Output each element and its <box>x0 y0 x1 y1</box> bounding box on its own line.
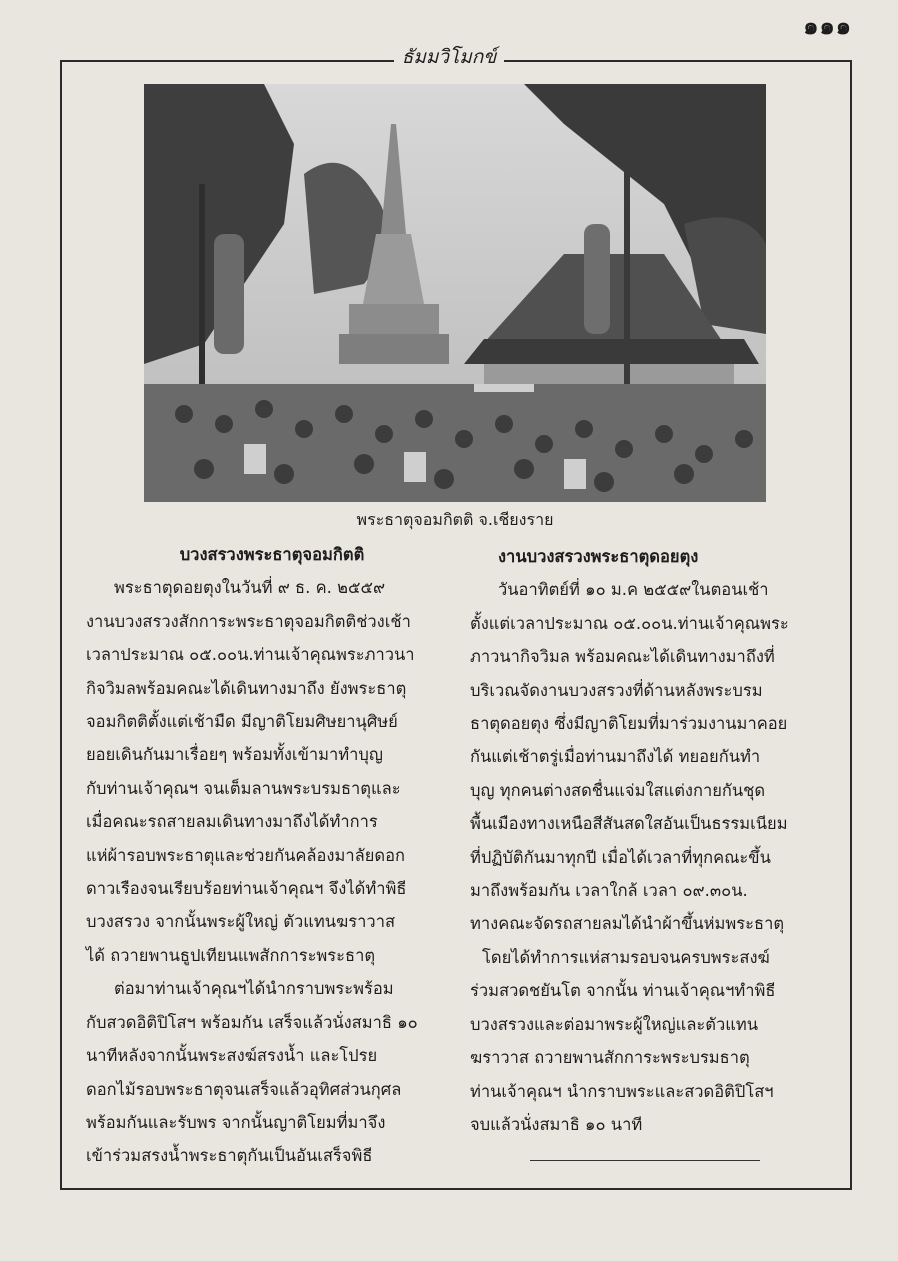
left-line: กับสวดอิติปิโสฯ พร้อมกัน เสร็จแล้วนั่งสมาธิ ๑๐ <box>86 1012 418 1032</box>
running-header <box>0 42 898 72</box>
right-line: ร่วมสวดชยันโต จากนั้น ท่านเจ้าคุณฯทำพิธี <box>470 981 776 1001</box>
right-line: พื้นเมืองทางเหนือสีสันสดใสอันเป็นธรรมเนียม <box>470 814 788 834</box>
left-line: กับท่านเจ้าคุณฯ จนเต็มลานพระบรมธาตุและ <box>86 778 401 798</box>
right-column <box>470 538 842 1141</box>
left-column <box>86 538 458 1173</box>
left-heading: บวงสรวงพระธาตุจอมกิตติ <box>179 545 365 564</box>
right-line: จบแล้วนั่งสมาธิ ๑๐ นาที <box>470 1114 643 1134</box>
left-line: เวลาประมาณ ๐๕.๐๐น.ท่านเจ้าคุณพระภาวนา <box>86 645 415 665</box>
photo-stupa-ceremony <box>144 84 766 502</box>
left-line: จอมกิตติตั้งแต่เช้ามืด มีญาติโยมศิษยานุศิษย์ <box>86 712 398 732</box>
photo-caption: พระธาตุจอมกิตติ จ.เชียงราย <box>356 510 554 529</box>
right-line: ท่านเจ้าคุณฯ นำกราบพระและสวดอิติปิโสฯ <box>470 1081 774 1101</box>
right-line: ภาวนากิจวิมล พร้อมคณะได้เดินทางมาถึงที่ <box>470 647 775 667</box>
right-line: ที่ปฏิบัติกันมาทุกปี เมื่อได้เวลาที่ทุกคณะขึ้น <box>470 847 771 867</box>
right-line: กันแต่เช้าตรู่เมื่อท่านมาถึงได้ ทยอยกันทำ <box>470 747 761 767</box>
left-line: เข้าร่วมสรงน้ำพระธาตุกันเป็นอันเสร็จพิธี <box>86 1146 373 1166</box>
left-line: ต่อมาท่านเจ้าคุณฯได้นำกราบพระพร้อม <box>114 979 394 999</box>
left-line: บวงสรวง จากนั้นพระผู้ใหญ่ ตัวแทนฆราวาส <box>86 912 396 932</box>
right-line: โดยได้ทำการแห่สามรอบจนครบพระสงฆ์ <box>482 947 770 967</box>
right-line: บวงสรวงและต่อมาพระผู้ใหญ่และตัวแทน <box>470 1014 759 1034</box>
photo-illustration <box>144 84 766 502</box>
end-divider <box>530 1160 760 1161</box>
left-line: ได้ ถวายพานธูปเทียนแพสักการะพระธาตุ <box>86 945 376 965</box>
right-line: บริเวณจัดงานบวงสรวงที่ด้านหลังพระบรม <box>470 680 763 700</box>
left-line: กิจวิมลพร้อมคณะได้เดินทางมาถึง ยังพระธาตุ <box>86 678 407 698</box>
page-number: ๑๑๑ <box>803 12 852 40</box>
right-line: ตั้งแต่เวลาประมาณ ๐๕.๐๐น.ท่านเจ้าคุณพระ <box>470 613 789 633</box>
left-line: ยอยเดินกันมาเรื่อยๆ พร้อมทั้งเข้ามาทำบุญ <box>86 745 383 765</box>
right-line: บุญ ทุกคนต่างสดชื่นแจ่มใสแต่งกายกันชุด <box>470 780 766 800</box>
left-line: งานบวงสรวงสักการะพระธาตุจอมกิตติช่วงเช้า <box>86 611 411 631</box>
right-line: มาถึงพร้อมกัน เวลาใกล้ เวลา ๐๙.๓๐น. <box>470 881 748 901</box>
right-heading: งานบวงสรวงพระธาตุดอยตุง <box>498 547 699 566</box>
right-line: ทางคณะจัดรถสายลมได้นำผ้าขึ้นห่มพระธาตุ <box>470 914 785 934</box>
left-line: แห่ผ้ารอบพระธาตุและช่วยกันคล้องมาลัยดอก <box>86 845 406 865</box>
left-line: พร้อมกันและรับพร จากนั้นญาติโยมที่มาจึง <box>86 1112 386 1132</box>
right-line: ฆราวาส ถวายพานสักการะพระบรมธาตุ <box>470 1048 750 1068</box>
left-line: ดาวเรืองจนเรียบร้อยท่านเจ้าคุณฯ จึงได้ทำพิธี <box>86 879 407 899</box>
header-title: ธัมมวิโมกข์ <box>394 46 505 68</box>
left-line: นาทีหลังจากนั้นพระสงฆ์สรงน้ำ และโปรย <box>86 1046 378 1066</box>
left-line: เมื่อคณะรถสายลมเดินทางมาถึงได้ทำการ <box>86 812 378 832</box>
left-line: พระธาตุดอยตุงในวันที่ ๙ ธ. ค. ๒๕๕๙ <box>114 578 386 598</box>
left-line: ดอกไม้รอบพระธาตุจนเสร็จแล้วอุทิศส่วนกุศล <box>86 1079 402 1099</box>
right-line: ธาตุดอยตุง ซึ่งมีญาติโยมที่มาร่วมงานมาคอย <box>470 714 788 734</box>
right-line: วันอาทิตย์ที่ ๑๐ ม.ค ๒๕๕๙ในตอนเช้า <box>498 580 769 600</box>
